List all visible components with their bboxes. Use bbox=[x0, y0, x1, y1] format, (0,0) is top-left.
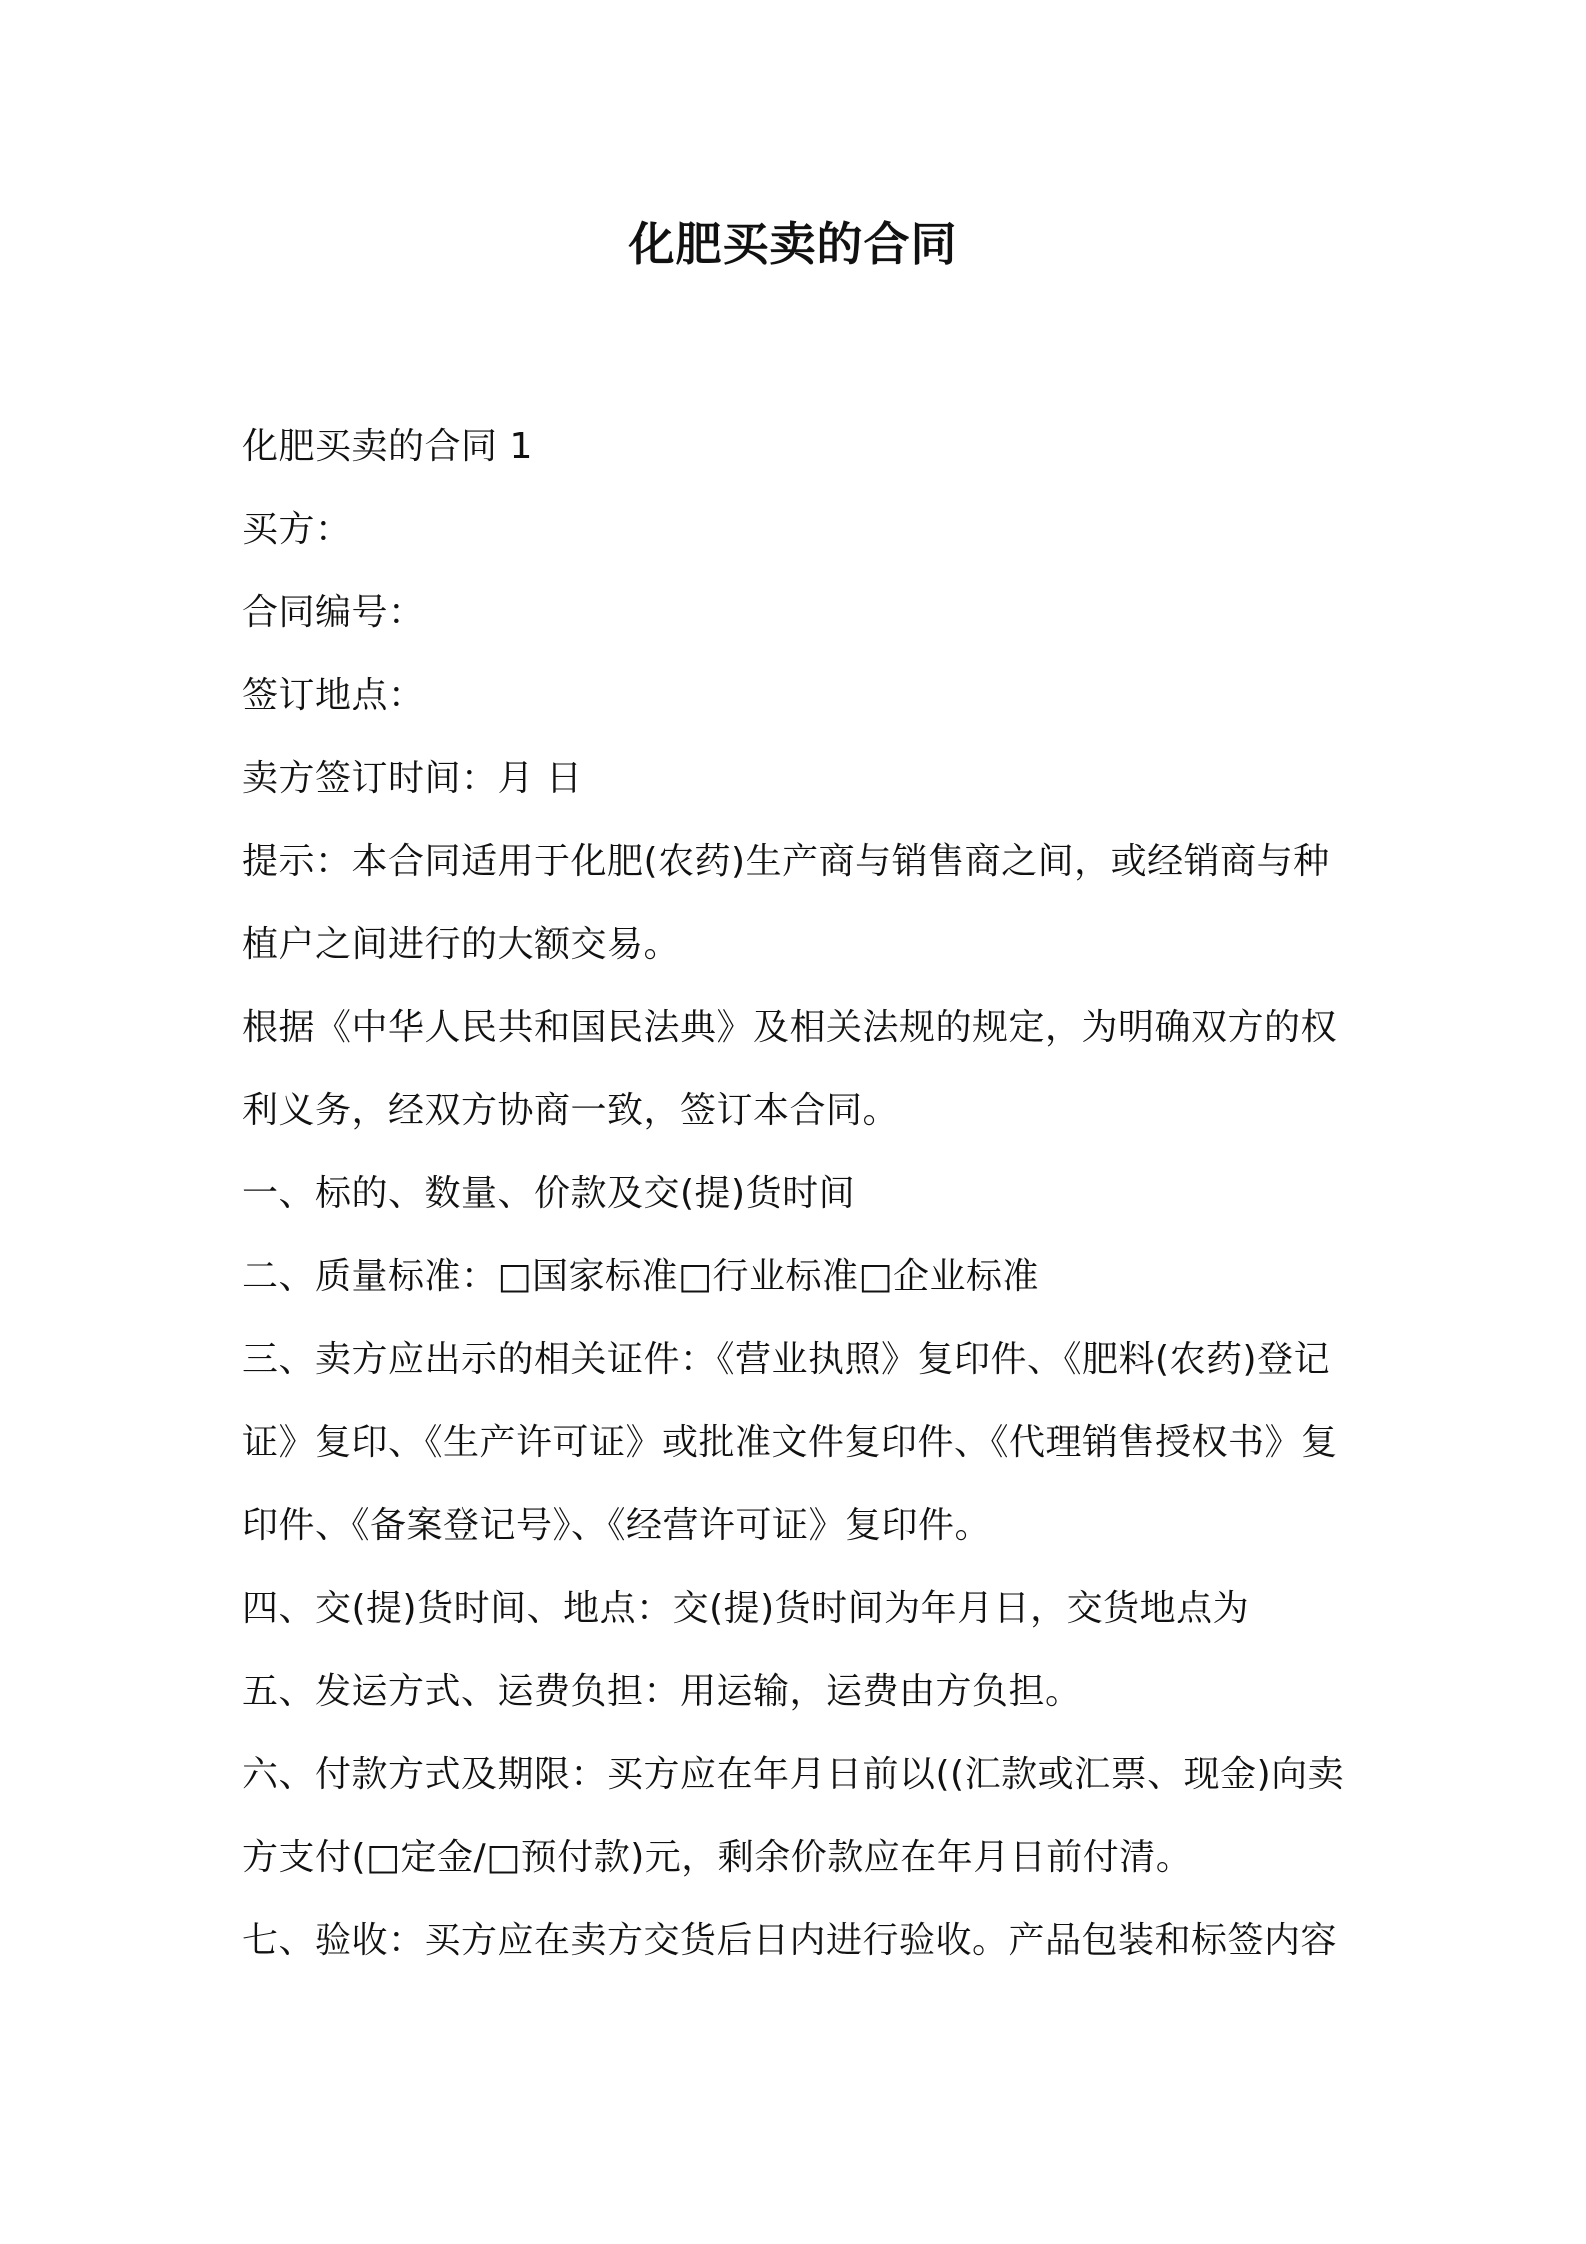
text-line: 卖方签订时间：月 日 bbox=[242, 758, 583, 799]
text-line: 五、发运方式、运费负担：用运输，运费由方负担。 bbox=[242, 1671, 1082, 1712]
text-line: 提示：本合同适用于化肥(农药)生产商与销售商之间，或经销商与种 bbox=[242, 841, 1330, 882]
text-line: 方支付(□定金/□预付款)元，剩余价款应在年月日前付清。 bbox=[242, 1837, 1193, 1878]
text-line: 二、质量标准：□国家标准□行业标准□企业标准 bbox=[242, 1256, 1040, 1297]
text-line: 一、标的、数量、价款及交(提)货时间 bbox=[242, 1173, 856, 1214]
text-line: 植户之间进行的大额交易。 bbox=[242, 924, 681, 965]
text-line: 买方： bbox=[242, 509, 352, 550]
text-line: 七、验收：买方应在卖方交货后日内进行验收。产品包装和标签内容 bbox=[242, 1920, 1338, 1961]
text-line: 合同编号： bbox=[242, 592, 425, 633]
text-line: 四、交(提)货时间、地点：交(提)货时间为年月日，交货地点为 bbox=[242, 1588, 1250, 1629]
text-line: 利义务，经双方协商一致，签订本合同。 bbox=[242, 1090, 900, 1131]
text-line: 化肥买卖的合同 1 bbox=[242, 426, 533, 467]
text-line: 三、卖方应出示的相关证件：《营业执照》复印件、《肥料(农药)登记 bbox=[242, 1339, 1331, 1380]
document-title: 化肥买卖的合同 bbox=[628, 217, 958, 271]
text-line: 印件、《备案登记号》、《经营许可证》复印件。 bbox=[242, 1505, 992, 1546]
text-line: 根据《中华人民共和国民法典》及相关法规的规定，为明确双方的权 bbox=[242, 1007, 1338, 1048]
text-line: 签订地点： bbox=[242, 675, 425, 716]
document-body bbox=[242, 405, 1352, 1982]
text-line: 六、付款方式及期限：买方应在年月日前以((汇款或汇票、现金)向卖 bbox=[242, 1754, 1345, 1795]
text-line: 证》复印、《生产许可证》或批准文件复印件、《代理销售授权书》复 bbox=[242, 1422, 1338, 1463]
